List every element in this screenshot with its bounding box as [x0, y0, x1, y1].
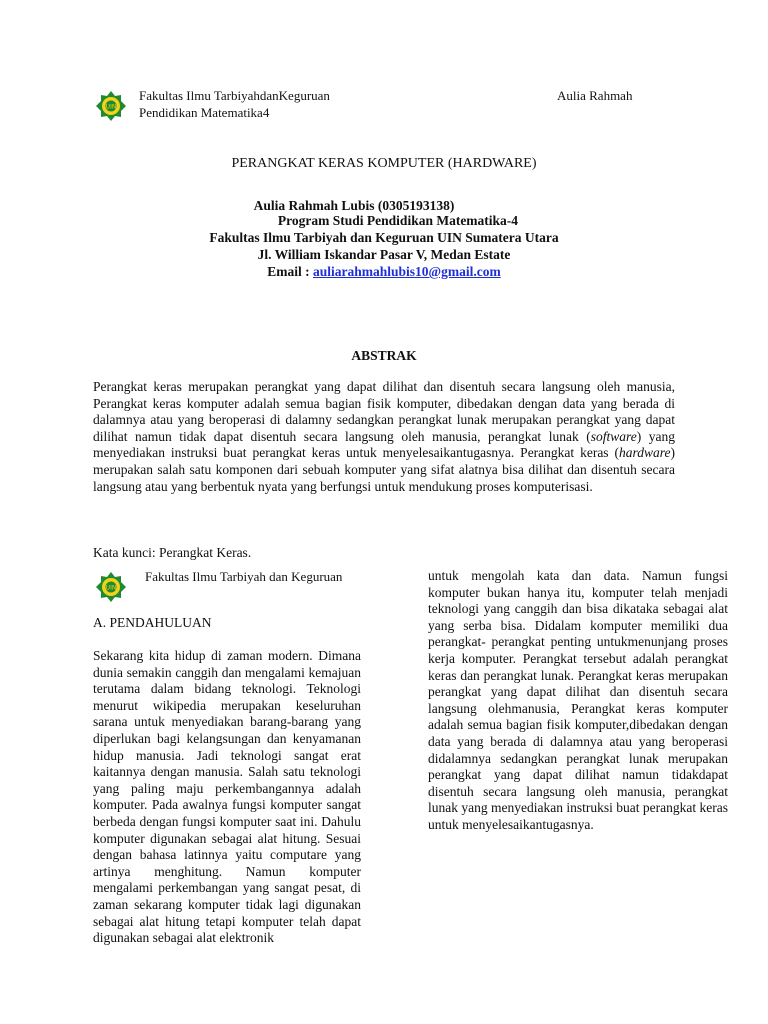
- abstract-text-part1: Perangkat keras merupakan perangkat yang dapat dilihat dan disentuh secara langsung oleh manusia, Perangkat keras komputer adalah semua bagian fisik komputer, dibedakan dengan data yang berada di dalamnya atau yang beroperasi di dalamny sedangkan perangkat lunak merupakan perangkat yang dapat dilihat namun tidak dapat disentuh secara langsung oleh manusia, perangkat lunak (: [93, 379, 675, 444]
- author-name: Aulia Rahmah Lubis (0305193138): [253, 198, 455, 213]
- author-faculty: Fakultas Ilmu Tarbiyah dan Keguruan UIN Sumatera Utara: [209, 230, 559, 245]
- author-address: Jl. William Iskandar Pasar V, Medan Estate: [257, 247, 511, 262]
- svg-text:UIN: UIN: [105, 103, 117, 111]
- email-link[interactable]: auliarahmahlubis10@gmail.com: [313, 264, 501, 279]
- left-column-text: Sekarang kita hidup di zaman modern. Dimana dunia semakin canggih dan mengalami kemajuan terutama dalam bidang teknologi. Teknologi menurut wikipedia merupakan keseluruhan sarana untuk menyediakan barang-barang yang diperlukan bagi kelangsungan dan kenyamanan hidup manusia. Jadi teknologi sangat erat kaitannya dengan manusia. Salah satu teknologi yang paling maju perkembangannya adalah komputer. Pada awalnya fungsi komputer sangat berbeda dengan fungsi komputer saat ini. Dahulu komputer digunakan sebagai alat hitung. Sesuai dengan bahasa latinnya yaitu computare yang artinya menghitung. Namun komputer mengalami perkembangan yang sangat pesat, di zaman sekarang komputer tidak lagi digunakan sebagai alat hitung tetapi komputer telah dapat digunakan sebagai alat elektronik: [93, 648, 361, 946]
- abstract-hardware-term: hardware: [618, 445, 671, 461]
- author-email-line: [0, 263, 768, 280]
- abstract-software-term: software: [590, 428, 637, 444]
- header-institution-line2: Pendidikan Matematika4: [139, 105, 270, 120]
- abstract-text-part2: ) yang menyediakan instruksi buat perangkat keras untuk menyelesaikantugasnya. Perangkat keras (: [93, 428, 675, 461]
- abstract-text: [93, 379, 675, 495]
- keywords: Kata kunci: Perangkat Keras.: [93, 545, 252, 560]
- university-logo-icon: [95, 90, 127, 122]
- faculty-logo-icon: [95, 571, 127, 603]
- paper-title: PERANGKAT KERAS KOMPUTER (HARDWARE): [231, 156, 537, 171]
- abstract-heading: ABSTRAK: [351, 348, 417, 363]
- faculty-logo-label: Fakultas Ilmu Tarbiyah dan Keguruan: [145, 569, 343, 584]
- header-author: Aulia Rahmah: [557, 88, 633, 103]
- author-program: Program Studi Pendidikan Matematika-4: [277, 213, 519, 228]
- svg-text:UIN: UIN: [105, 584, 117, 592]
- email-label: Email :: [267, 264, 314, 279]
- right-column-text: untuk mengolah kata dan data. Namun fungsi komputer bukan hanya itu, komputer telah menjadi teknologi yang canggih dan bisa dikataka sebagai alat yang serba bisa. Didalam komputer memiliki dua perangkat- perangkat penting untukmenunjang proses kerja komputer. Perangkat tersebut adalah perangkat keras dan perangkat lunak. Perangkat keras merupakan perangkat yang dapat dilihat dan disentuh secara langsung olehmanusia, Perangkat keras komputer adalah semua bagian fisik komputer,dibedakan dengan data yang berada di dalamnya atau yang beroperasi didalamnya sedangkan perangkat lunak merupakan perangkat yang dapat dilihat namun tidakdapat disentuh secara langsung oleh manusia, perangkat lunak yang menyediakan instruksi buat perangkat keras untuk menyelesaikantugasnya.: [428, 568, 728, 832]
- abstract-text-part3: ) merupakan salah satu komponen dari sebuah komputer yang sifat alatnya bisa dilihat dan disentuh secara langsung atau yang berbentuk nyata yang berfungsi untuk mendukung proses komputerisasi.: [93, 445, 675, 494]
- section-heading-pendahuluan: A. PENDAHULUAN: [93, 615, 212, 630]
- header-institution-line1: Fakultas Ilmu TarbiyahdanKeguruan: [139, 88, 330, 103]
